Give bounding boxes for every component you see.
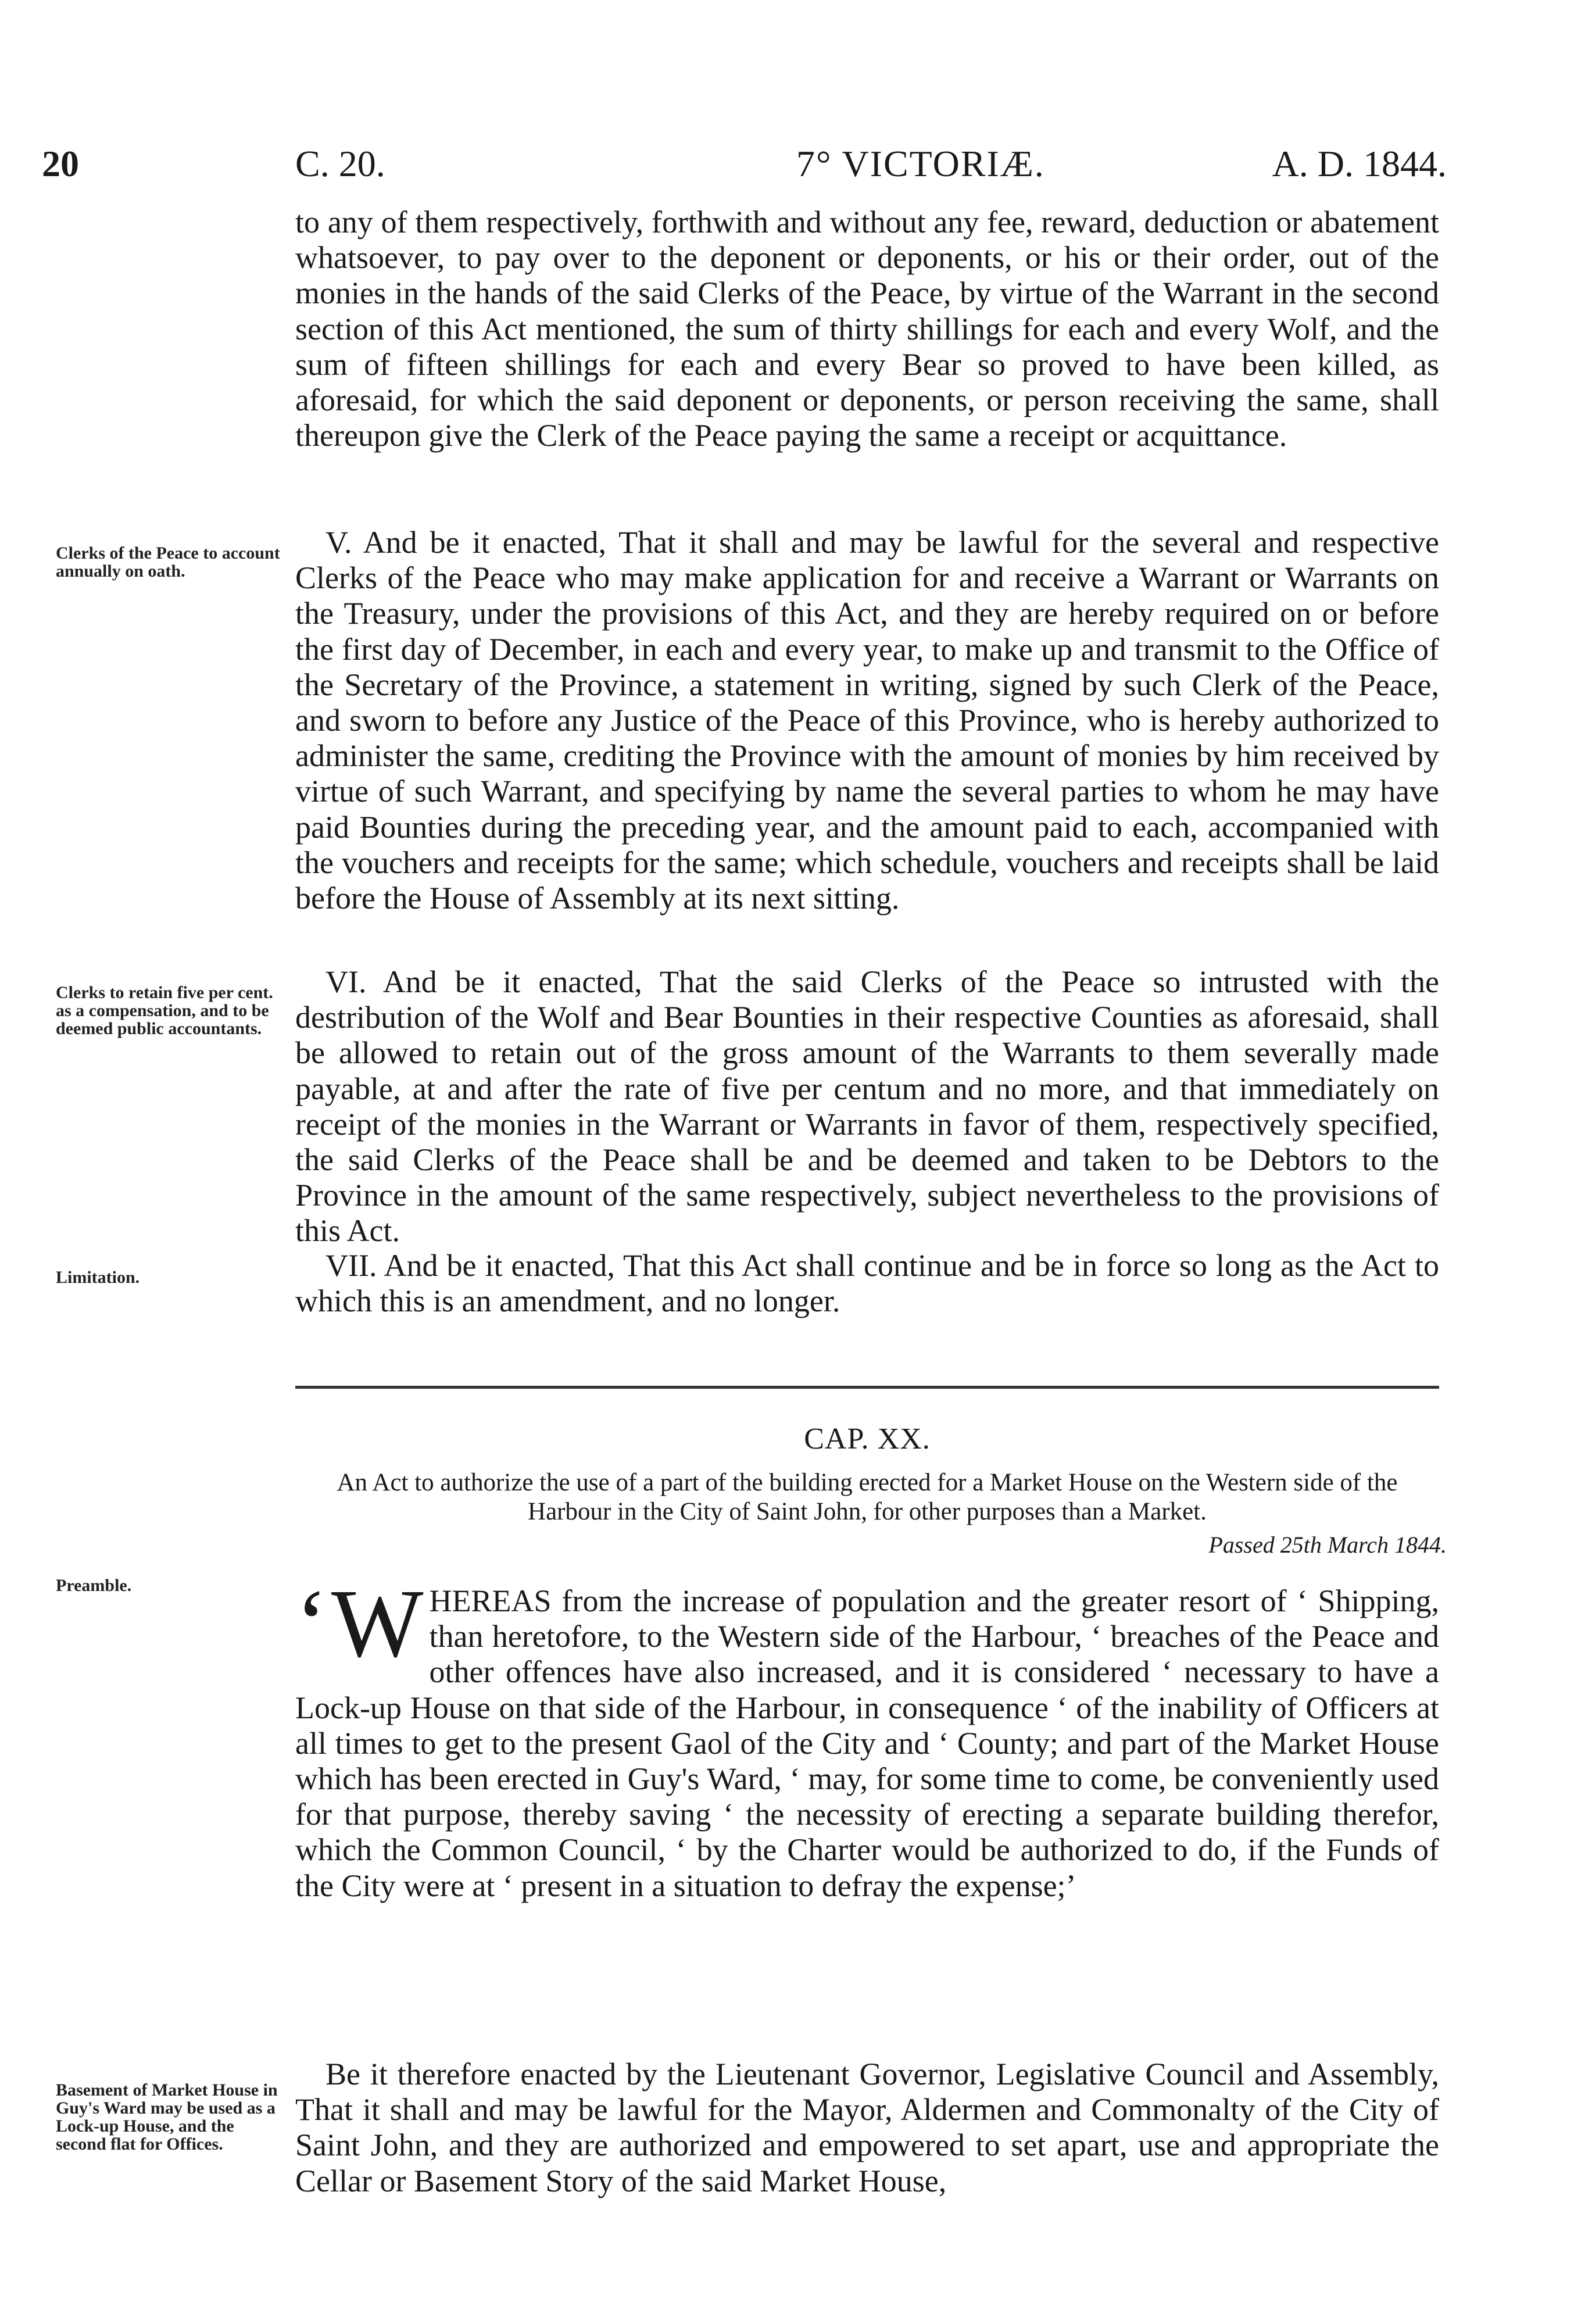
sidenote-section-5: Clerks of the Peace to account annually on oath. [56, 544, 280, 581]
page-number: 20 [42, 143, 79, 184]
chapter-reference: C. 20. [295, 143, 385, 184]
sidenote-section-6: Clerks to retain five per cent. as a compensation, and to be deemed public accountants. [56, 983, 273, 1038]
section-6-paragraph: VI. And be it enacted, That the said Clerks of the Peace so intrusted with the destribution of the Wolf and Bear Bounties in their respective Counties as aforesaid, shall be allowed to retain out of the gross amount of the Warrants to them severally made payable, at and after the rate of five per centum and no more, and that immediately on receipt of the monies in the Warrant or Warrants in favor of them, respectively specified, the said Clerks of the Peace shall be and be deemed and taken to be Debtors to the Province in the amount of the same respectively, subject nevertheless to the provisions of this Act. [295, 964, 1439, 1249]
preamble-block [295, 1569, 1439, 1904]
drop-cap-letter: W [331, 1569, 424, 1678]
section-5-paragraph: V. And be it enacted, That it shall and may be lawful for the several and respective Clerks of the Peace who may make application for and receive a Warrant or Warrants on the Treasury, under the provisions of this Act, and they are hereby required on or before the first day of December, in each and every year, to make up and transmit to the Office of the Secretary of the Province, a statement in writing, signed by such Clerk of the Peace, and sworn to before any Justice of the Peace of this Province, who is hereby authorized to administer the same, crediting the Province with the amount of monies by him received by virtue of such Warrant, and specifying by name the several parties to whom he may have paid Bounties during the preceding year, and the amount paid to each, accompanied with the vouchers and receipts for the same; which schedule, vouchers and receipts shall be laid before the House of Assembly at its next sitting. [295, 525, 1439, 916]
cap-heading: CAP. XX. [804, 1422, 931, 1456]
enactment-block [295, 2057, 1439, 2199]
continuation-paragraph: to any of them respectively, forthwith and without any fee, reward, deduction or abatement whatsoever, to pay over to the deponent or deponents, or his or their order, out of the monies in the hands of the said Clerks of the Peace, by virtue of the Warrant in the second section of this Act mentioned, the sum of thirty shillings for each and every Wolf, and the sum of fifteen shillings for each and every Bear so proved to have been killed, as aforesaid, for which the said deponent or deponents, or person receiving the same, shall thereupon give the Clerk of the Peace paying the same a receipt or acquittance. [295, 205, 1439, 453]
enactment-paragraph: Be it therefore enacted by the Lieutenant Governor, Legislative Council and Assembly, That it shall and may be lawful for the Mayor, Aldermen and Commonalty of the City of Saint John, and they are authorized and empowered to set apart, use and appropriate the Cellar or Basement Story of the said Market House, [295, 2057, 1439, 2198]
drop-cap [295, 1569, 424, 1678]
regnal-year: 7° VICTORIÆ. [796, 143, 1045, 184]
section-5-block [295, 525, 1439, 916]
continuation-block [295, 205, 1439, 453]
sidenote-enactment: Basement of Market House in Guy's Ward may be used as a Lock-up House, and the second flat for Offices. [56, 2080, 278, 2154]
section-7-block [295, 1248, 1439, 1319]
year: A. D. 1844. [1272, 143, 1447, 184]
section-6-block [295, 964, 1439, 1249]
opening-quote: ‘ [295, 1569, 328, 1678]
preamble-text: HEREAS from the increase of population and the greater resort of ‘ Shipping, than heretofore, to the Western side of the Harbour, ‘ breaches of the Peace and other offences have also increased, and it is considered ‘ necessary to have a Lock-up House on that side of the Harbour, in consequence ‘ of the inability of Officers at all times to get to the present Gaol of the City and ‘ County; and part of the Market House which has been erected in Guy's Ward, ‘ may, for some time to come, be conveniently used for that purpose, thereby saving ‘ the necessity of erecting a separate building therefor, which the Common Council, ‘ by the Charter would be authorized to do, if the Funds of the City were at ‘ present in a situation to defray the expense;’ [295, 1583, 1439, 1903]
sidenote-section-7: Limitation. [56, 1268, 140, 1287]
passed-date: Passed 25th March 1844. [1208, 1532, 1447, 1558]
act-title: An Act to authorize the use of a part of the building erected for a Market House on the Western side of the Harbour in the City of Saint John, for other purposes than a Market. [337, 1469, 1398, 1525]
section-7-paragraph: VII. And be it enacted, That this Act shall continue and be in force so long as the Act to which this is an amendment, and no longer. [295, 1248, 1439, 1319]
preamble-paragraph [295, 1569, 1439, 1904]
section-divider [295, 1386, 1439, 1389]
sidenote-preamble: Preamble. [56, 1576, 132, 1595]
